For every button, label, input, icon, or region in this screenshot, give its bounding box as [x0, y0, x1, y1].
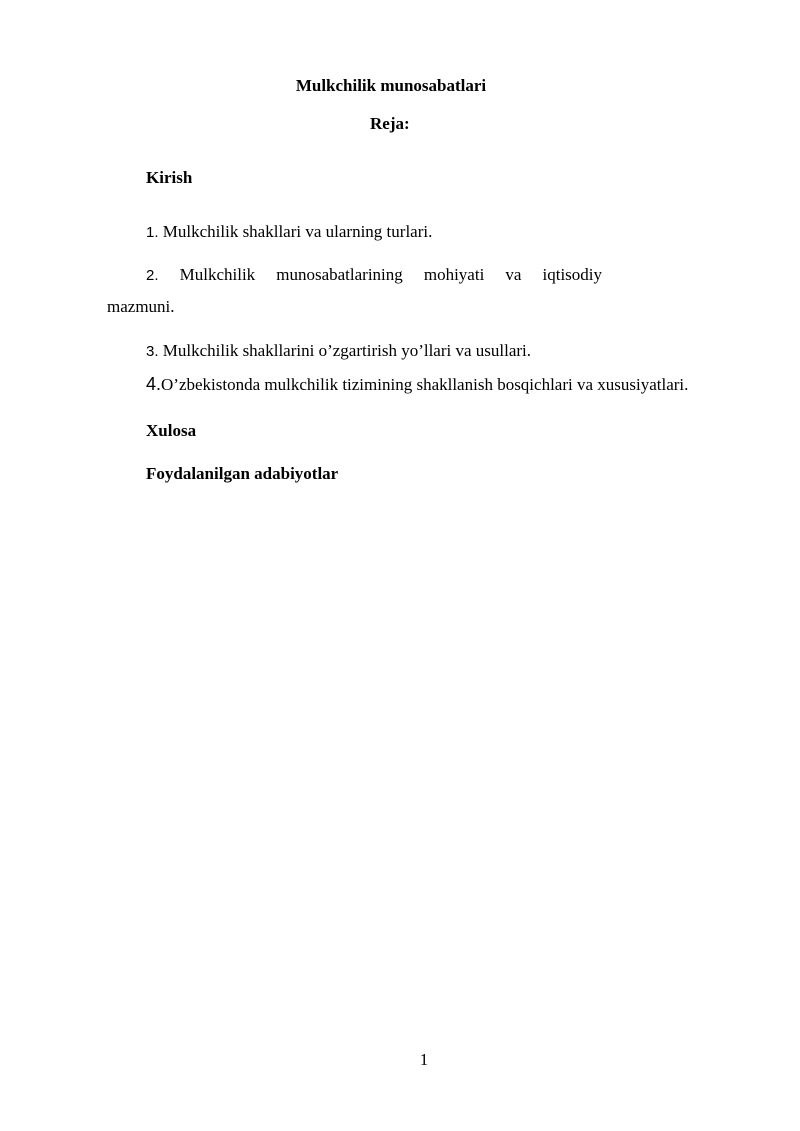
plan-item-2: [146, 265, 602, 286]
page-number: 1: [419, 1050, 429, 1069]
plan-item-2-continuation: mazmuni.: [107, 297, 175, 316]
intro-heading: Kirish: [146, 168, 193, 187]
plan-item-4: [146, 374, 688, 395]
plan-item-number: 3.: [146, 343, 159, 360]
plan-item-text: Mulkchilik shakllarini o’zgartirish yo’llari va usullari.: [162, 341, 532, 360]
plan-item-3: [146, 341, 531, 362]
document-title: Mulkchilik munosabatlari: [295, 76, 487, 95]
plan-item-1: [146, 222, 432, 243]
plan-item-number: 4.: [146, 374, 162, 394]
plan-item-text: Mulkchilik munosabatlarining mohiyati va iqtisodiy: [179, 265, 603, 284]
plan-item-number: 1.: [146, 224, 159, 241]
plan-item-text: O’zbekistonda mulkchilik tizimining shakllanish bosqichlari va xususiyatlari.: [161, 375, 689, 394]
plan-item-number: 2.: [146, 267, 159, 284]
references-heading: Foydalanilgan adabiyotlar: [146, 464, 339, 483]
plan-heading: Reja:: [370, 114, 410, 133]
plan-item-text: Mulkchilik shakllari va ularning turlari.: [162, 222, 433, 241]
conclusion-heading: Xulosa: [146, 421, 197, 440]
